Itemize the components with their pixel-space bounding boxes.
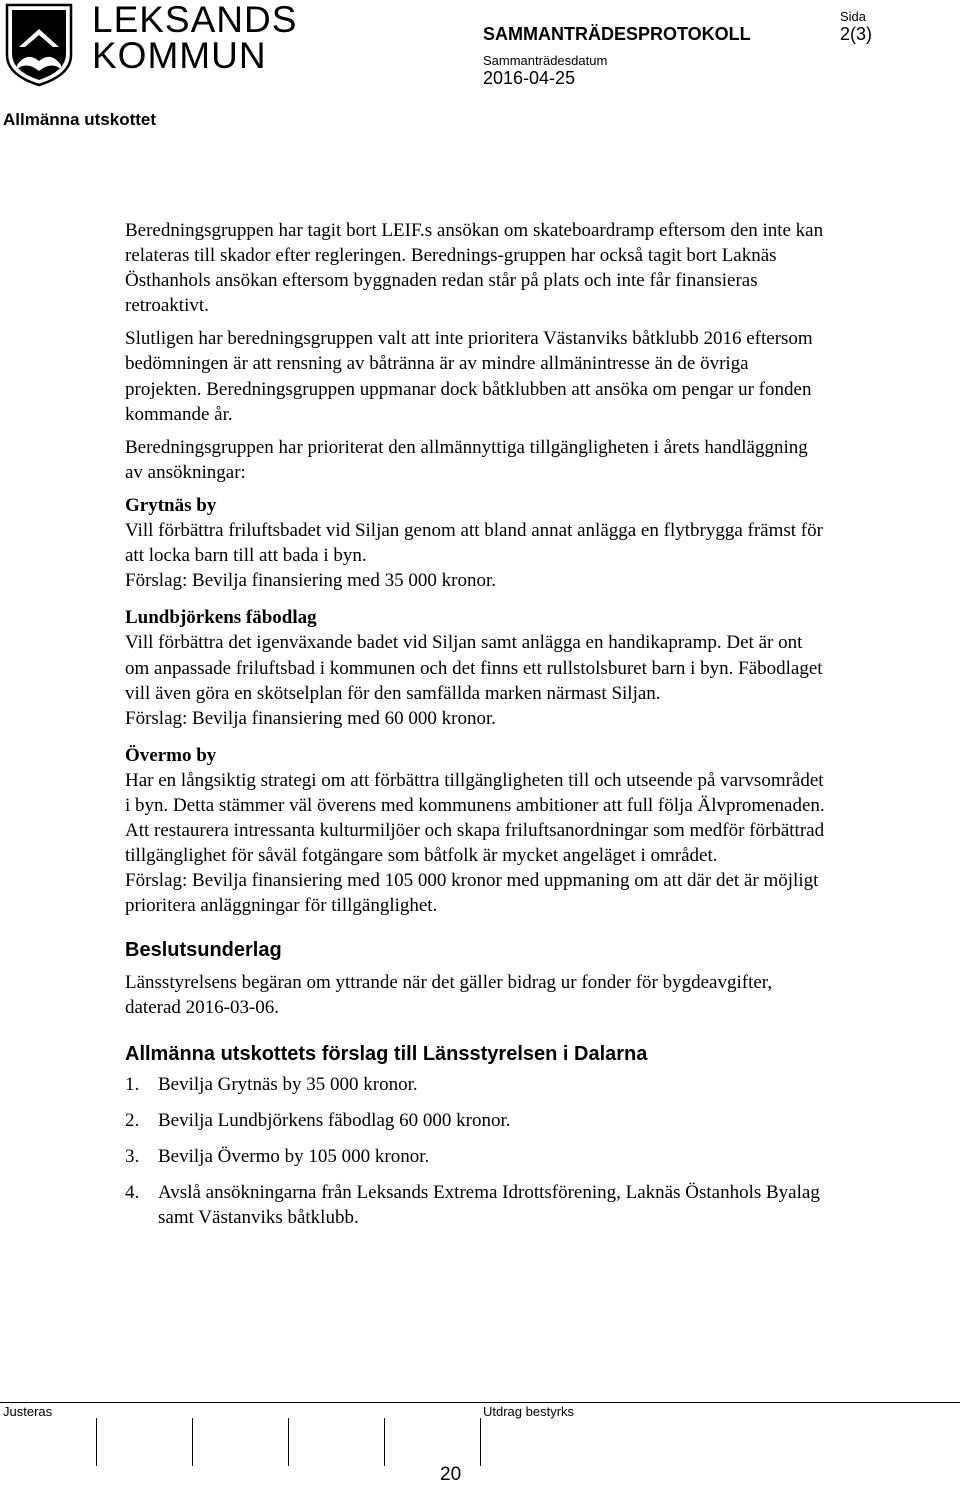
- list-item-text: Bevilja Lundbjörkens fäbodlag 60 000 kronor.: [158, 1109, 511, 1131]
- list-item: [125, 1108, 825, 1133]
- list-item-number: 1.: [125, 1073, 140, 1095]
- protocol-body: [125, 218, 825, 1241]
- project-description: Har en långsiktig strategi om att förbättra tillgängligheten till och utseende på varvsområdet i byn. Detta stämmer väl överens med kommunens ambitioner att full följa Älvpromenaden. Att restaurera intressanta kulturmiljöer och skapa friluftsanordningar som medför förbättrad tillgänglighet för såväl fotgängare som båtfolk är mycket angeläget i området.: [125, 769, 825, 867]
- logo-wordmark: [92, 2, 297, 74]
- proposal-list: [125, 1072, 825, 1230]
- meeting-date-label: Sammanträdesdatum: [483, 53, 608, 68]
- project-title: Lundbjörkens fäbodlag: [125, 607, 317, 629]
- list-item: [125, 1144, 825, 1169]
- footer-divider: [0, 1402, 960, 1403]
- beslutsunderlag-text: Länsstyrelsens begäran om yttrande när det gäller bidrag ur fonder för bygdeavgifter, daterad 2016-03-06.: [125, 971, 773, 1018]
- list-item-text: Bevilja Grytnäs by 35 000 kronor.: [158, 1073, 418, 1095]
- committee-name: Allmänna utskottet: [3, 110, 157, 129]
- utdrag-bestyrks-label: Utdrag bestyrks: [483, 1404, 575, 1419]
- list-item-number: 4.: [125, 1182, 140, 1204]
- paragraph-removed-applications: Beredningsgruppen har tagit bort LEIF.s ansökan om skateboardramp eftersom den inte kan relateras till skador efter regleringen. Berednings-gruppen har också tagit bort Laknäs Östhanhols ansökan eftersom byggnaden redan står på plats och inte får finansieras retroaktivt.: [125, 220, 824, 317]
- section-heading-proposal: Allmänna utskottets förslag till Länsstyrelsen i Dalarna: [125, 1042, 648, 1065]
- project-lundbjorken: [125, 605, 825, 730]
- signature-divider: [96, 1418, 97, 1466]
- meeting-date: 2016-04-25: [483, 68, 576, 88]
- municipality-crest-logo: [5, 3, 73, 87]
- paragraph-prioritization: Beredningsgruppen har prioriterat den allmännyttiga tillgängligheten i årets handläggning av ansökningar:: [125, 436, 808, 483]
- project-title: Övermo by: [125, 744, 217, 766]
- list-item: [125, 1072, 825, 1097]
- signature-divider: [192, 1418, 193, 1466]
- list-item-number: 2.: [125, 1109, 140, 1131]
- project-description: Vill förbättra friluftsbadet vid Siljan genom att bland annat anlägga en flytbrygga främst för att locka barn till att bada i byn.: [125, 520, 823, 567]
- page-indicator: 2(3): [840, 24, 873, 44]
- signature-divider: [384, 1418, 385, 1466]
- list-item: [125, 1180, 825, 1230]
- project-proposal: Förslag: Bevilja finansiering med 105 000 kronor med uppmaning om att där det är möjligt prioritera anläggningar för tillgänglighet.: [125, 870, 819, 917]
- logo-wordmark-line1: LEKSANDS: [92, 0, 298, 40]
- document-type: SAMMANTRÄDESPROTOKOLL: [483, 24, 751, 44]
- list-item-number: 3.: [125, 1146, 140, 1167]
- project-description: Vill förbättra det igenväxande badet vid Siljan samt anlägga en handikapramp. Det är ont om anpassade friluftsbad i kommunen och det finns ett rullstolsburet barn i byn. Fäbodlaget vill även göra en skötselplan för den samfällda marken närmast Siljan.: [125, 632, 823, 704]
- page-number: 20: [440, 1464, 462, 1485]
- project-overmo: [125, 743, 825, 919]
- logo-wordmark-line2: KOMMUN: [92, 35, 267, 76]
- signature-divider: [288, 1418, 289, 1466]
- page-label: Sida: [840, 9, 867, 24]
- project-title: Grytnäs by: [125, 494, 217, 516]
- signature-divider: [480, 1418, 481, 1466]
- project-proposal: Förslag: Bevilja finansiering med 35 000 kronor.: [125, 570, 496, 592]
- section-heading-beslutsunderlag: Beslutsunderlag: [125, 939, 282, 962]
- justeras-label: Justeras: [3, 1404, 53, 1419]
- list-item-text: Bevilja Övermo by 105 000 kronor.: [158, 1146, 430, 1167]
- list-item-text: Avslå ansökningarna från Leksands Extrema Idrottsförening, Laknäs Östanhols Byalag samt Västanviks båtklubb.: [158, 1182, 820, 1229]
- paragraph-boat-club: Slutligen har beredningsgruppen valt att inte prioritera Västanviks båtklubb 2016 eftersom bedömningen är att rensning av båtränna är av mindre allmänintresse än de övriga projekten. Beredningsgruppen uppmanar dock båtklubben att ansöka om pengar ur fonden kommande år.: [125, 328, 813, 425]
- project-proposal: Förslag: Bevilja finansiering med 60 000 kronor.: [125, 707, 496, 729]
- project-grytnas: [125, 493, 825, 593]
